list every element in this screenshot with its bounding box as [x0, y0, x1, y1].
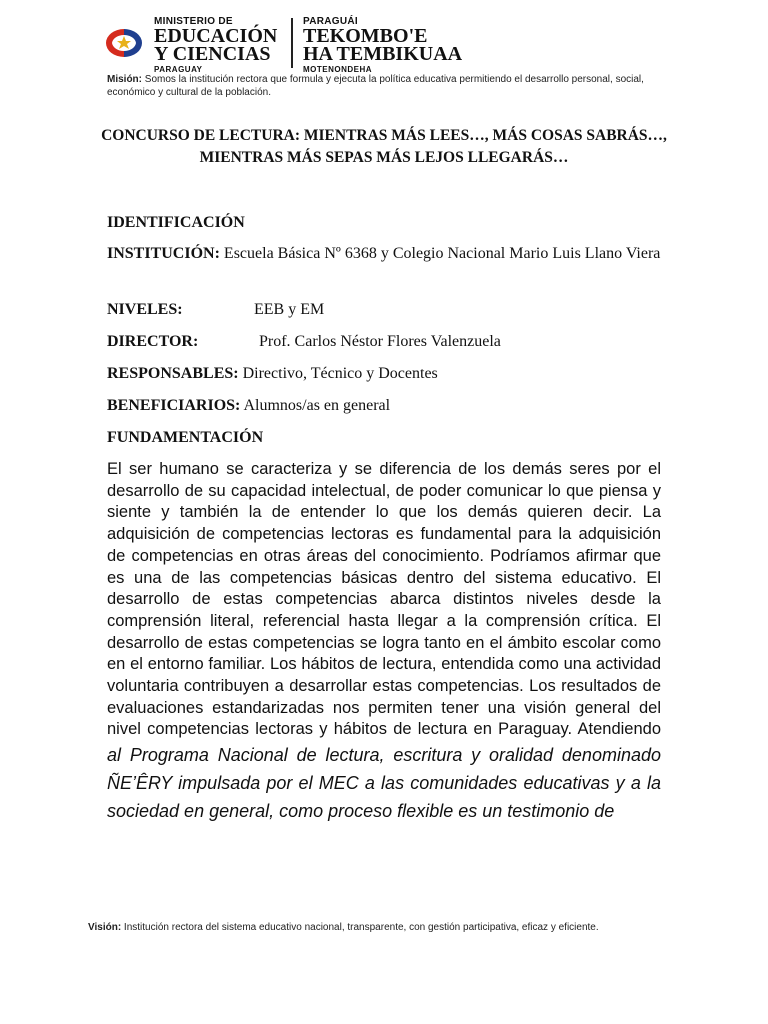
director-row [107, 331, 501, 353]
responsables-row [107, 363, 438, 385]
fundamentacion-continuation-italic: al Programa Nacional de lectura, escritura y oralidad denominado ÑE’ÊRY impulsada por el MEC a las comunidades educativas y a la sociedad en general, como proceso flexible es un testimonio de [107, 745, 661, 822]
niveles-label: NIVELES: [107, 301, 183, 318]
paraguay-seal-icon [102, 26, 146, 60]
fundamentacion-body [107, 459, 661, 825]
niveles-row [107, 299, 325, 321]
ministry-line2: EDUCACIÓN [154, 25, 278, 47]
guarani-line2: TEKOMBO'E [303, 25, 428, 47]
vision-text: Institución rectora del sistema educativo nacional, transparente, con gestión participativa, eficaz y eficiente. [121, 922, 599, 933]
mission-statement [107, 73, 667, 99]
fundamentacion-paragraph: El ser humano se caracteriza y se diferencia de los demás seres por el desarrollo de su capacidad intelectual, de poder comunicar lo que piensa y siente y también la de entender lo que los demás quieren decir. La adquisición de competencias lectoras es fundamental para la adquisición de competencias en otras áreas del conocimiento. Podríamos afirmar que es una de las competencias básicas dentro del sistema educativo. El desarrollo de estas competencias abarca distintos niveles desde la comprensión literal, referencial hasta llegar a la comprensión crítica. El desarrollo de estas competencias se logra tanto en el ámbito escolar como en el entorno familiar. Los hábitos de lectura, entendida como una actividad voluntaria contribuyen a desarrollar estas competencias. Los resultados de evaluaciones estandarizadas nos permiten tener una visión general del nivel competencias lectoras y hábitos de lectura en Paraguay. [107, 460, 661, 739]
responsables-value: Directivo, Técnico y Docentes [238, 365, 438, 382]
vision-label: Visión: [88, 922, 122, 933]
mission-label: Misión: [107, 74, 142, 85]
ministry-country: PARAGUAY [154, 65, 203, 74]
beneficiarios-label: BENEFICIARIOS: [107, 397, 241, 414]
mission-text: Somos la institución rectora que formula y ejecuta la política educativa permitiendo el desarrollo personal, social, económico y cultural de la población. [107, 74, 644, 98]
fundamentacion-continuation-prefix: Atendiendo [577, 720, 661, 739]
institucion-label: INSTITUCIÓN: [107, 245, 220, 262]
guarani-wordmark [303, 16, 462, 74]
fundamentacion-heading: FUNDAMENTACIÓN [107, 429, 264, 446]
beneficiarios-row [107, 395, 390, 417]
director-label: DIRECTOR: [107, 333, 199, 350]
ministry-line1: MINISTERIO DE [154, 16, 233, 27]
institucion-row [107, 243, 662, 265]
guarani-line1: PARAGUÁI [303, 16, 358, 27]
ministry-wordmark [154, 16, 277, 74]
ministry-line3: Y CIENCIAS [154, 43, 271, 65]
document-title: CONCURSO DE LECTURA: MIENTRAS MÁS LEES…, MÁS COSAS SABRÁS…, MIENTRAS MÁS SEPAS MÁS LEJOS LLEGARÁS… [101, 127, 667, 166]
beneficiarios-value: Alumnos/as en general [240, 397, 391, 414]
responsables-label: RESPONSABLES: [107, 365, 239, 382]
institucion-value: Escuela Básica Nº 6368 y Colegio Nacional Mario Luis Llano Viera [219, 245, 661, 262]
guarani-line3: HA TEMBIKUAA [303, 43, 463, 65]
ministry-header [98, 12, 578, 72]
vision-statement [88, 921, 648, 934]
header-divider [291, 18, 293, 68]
identificacion-heading: IDENTIFICACIÓN [107, 214, 245, 231]
niveles-value: EEB y EM [254, 301, 325, 318]
guarani-line4: MOTENONDEHA [303, 65, 373, 74]
director-value: Prof. Carlos Néstor Flores Valenzuela [259, 333, 501, 350]
